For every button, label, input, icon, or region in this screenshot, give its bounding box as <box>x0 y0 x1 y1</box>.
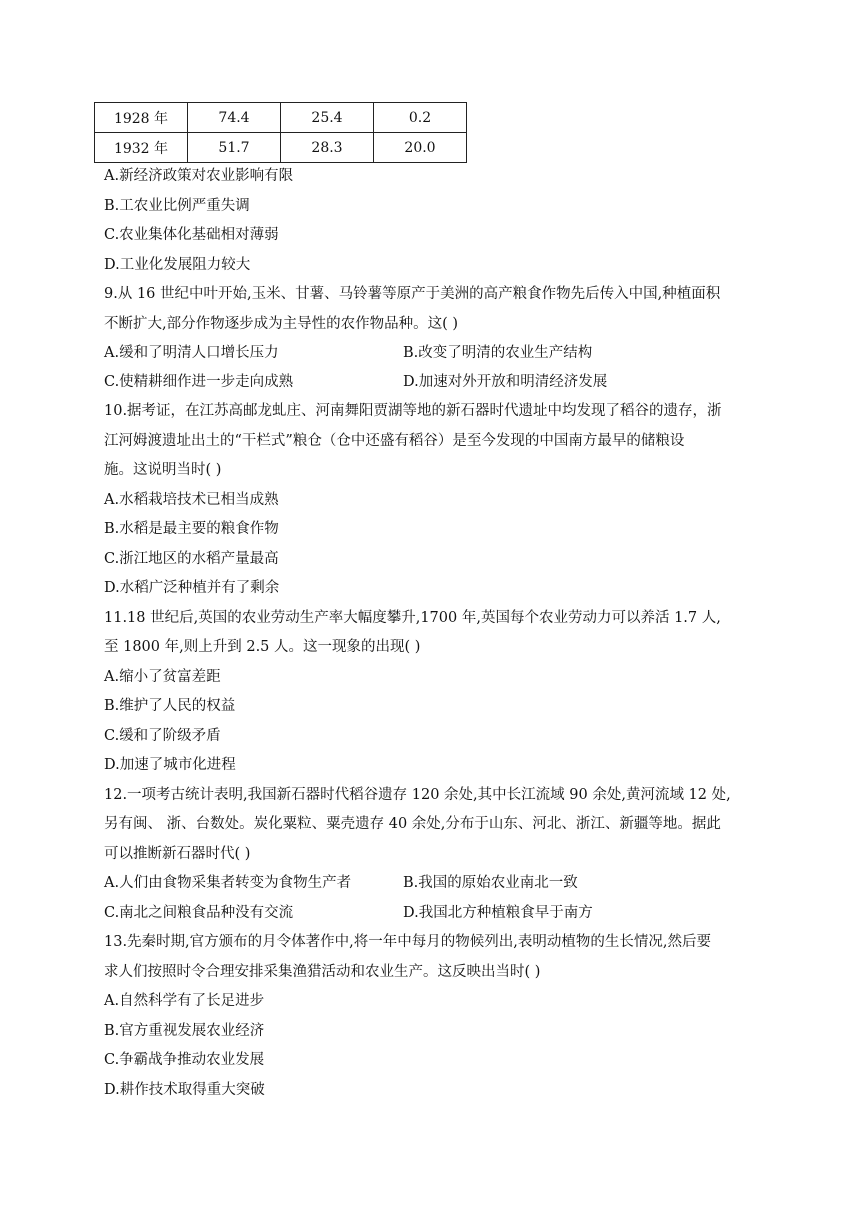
q11-stem-line1: 11.18 世纪后,英国的农业劳动生产率大幅度攀升,1700 年,英国每个农业劳动力可以养活 1.7 人, <box>104 610 721 626</box>
q11-stem-line2: 至 1800 年,则上升到 2.5 人。这一现象的出现( ) <box>104 639 421 655</box>
q12-option-b: B.我国的原始农业南北一致 <box>403 875 578 891</box>
table-cell: 74.4 <box>188 103 281 133</box>
table-cell: 1928 年 <box>95 103 188 133</box>
table-cell: 0.2 <box>374 103 467 133</box>
table-cell: 28.3 <box>281 133 374 163</box>
q8-option-c: C.农业集体化基础相对薄弱 <box>104 227 279 243</box>
q11-option-a: A.缩小了贫富差距 <box>104 669 221 685</box>
table-cell: 51.7 <box>188 133 281 163</box>
q9-option-a: A.缓和了明清人口增长压力 <box>104 345 279 361</box>
q12-stem-line2: 另有闽、 浙、台数处。炭化粟粒、粟壳遗存 40 余处,分布于山东、河北、浙江、新疆等地。据此 <box>104 816 721 832</box>
q10-stem-line1: 10.据考证，在江苏高邮龙虬庄、河南舞阳贾湖等地的新石器时代遗址中均发现了稻谷的遗存，浙 <box>104 403 722 419</box>
q9-option-c: C.使精耕细作进一步走向成熟 <box>104 374 294 390</box>
q10-option-c: C.浙江地区的水稻产量最高 <box>104 551 279 567</box>
q8-option-b: B.工农业比例严重失调 <box>104 198 250 214</box>
q11-option-b: B.维护了人民的权益 <box>104 698 236 714</box>
table-cell: 1932 年 <box>95 133 188 163</box>
q8-option-d: D.工业化发展阻力较大 <box>104 257 251 273</box>
q10-option-d: D.水稻广泛种植并有了剩余 <box>104 580 280 596</box>
q12-stem-line3: 可以推断新石器时代( ) <box>104 846 251 862</box>
q10-option-a: A.水稻栽培技术已相当成熟 <box>104 492 279 508</box>
q9-option-d: D.加速对外开放和明清经济发展 <box>403 374 608 390</box>
q12-stem-line1: 12.一项考古统计表明,我国新石器时代稻谷遗存 120 余处,其中长江流域 90 余处,黄河流域 12 处, <box>104 787 731 803</box>
q13-option-b: B.官方重视发展农业经济 <box>104 1023 265 1039</box>
q11-option-c: C.缓和了阶级矛盾 <box>104 728 221 744</box>
q13-stem-line2: 求人们按照时令合理安排采集渔猎活动和农业生产。这反映出当时( ) <box>104 964 541 980</box>
table-cell: 25.4 <box>281 103 374 133</box>
q8-option-a: A.新经济政策对农业影响有限 <box>104 168 294 184</box>
q13-option-c: C.争霸战争推动农业发展 <box>104 1052 265 1068</box>
table-row <box>95 103 467 133</box>
statistics-table <box>94 102 467 163</box>
q10-stem-line3: 施。这说明当时( ) <box>104 462 222 478</box>
q13-option-d: D.耕作技术取得重大突破 <box>104 1082 265 1098</box>
q12-option-d: D.我国北方种植粮食早于南方 <box>403 905 593 921</box>
q13-option-a: A.自然科学有了长足进步 <box>104 993 265 1009</box>
table-row <box>95 133 467 163</box>
table-cell: 20.0 <box>374 133 467 163</box>
q12-option-c: C.南北之间粮食品种没有交流 <box>104 905 294 921</box>
q9-option-b: B.改变了明清的农业生产结构 <box>403 345 593 361</box>
q13-stem-line1: 13.先秦时期,官方颁布的月令体著作中,将一年中每月的物候列出,表明动植物的生长情况,然后要 <box>104 934 711 950</box>
q10-stem-line2: 江河姆渡遗址出土的“干栏式”粮仓（仓中还盛有稻谷）是至今发现的中国南方最早的储粮设 <box>104 433 685 449</box>
q9-stem-line2: 不断扩大,部分作物逐步成为主导性的农作物品种。这( ) <box>104 316 459 332</box>
q9-stem-line1: 9.从 16 世纪中叶开始,玉米、甘薯、马铃薯等原产于美洲的高产粮食作物先后传入中国,种植面积 <box>104 286 721 302</box>
q10-option-b: B.水稻是最主要的粮食作物 <box>104 521 279 537</box>
q11-option-d: D.加速了城市化进程 <box>104 757 236 773</box>
q12-option-a: A.人们由食物采集者转变为食物生产者 <box>104 875 352 891</box>
